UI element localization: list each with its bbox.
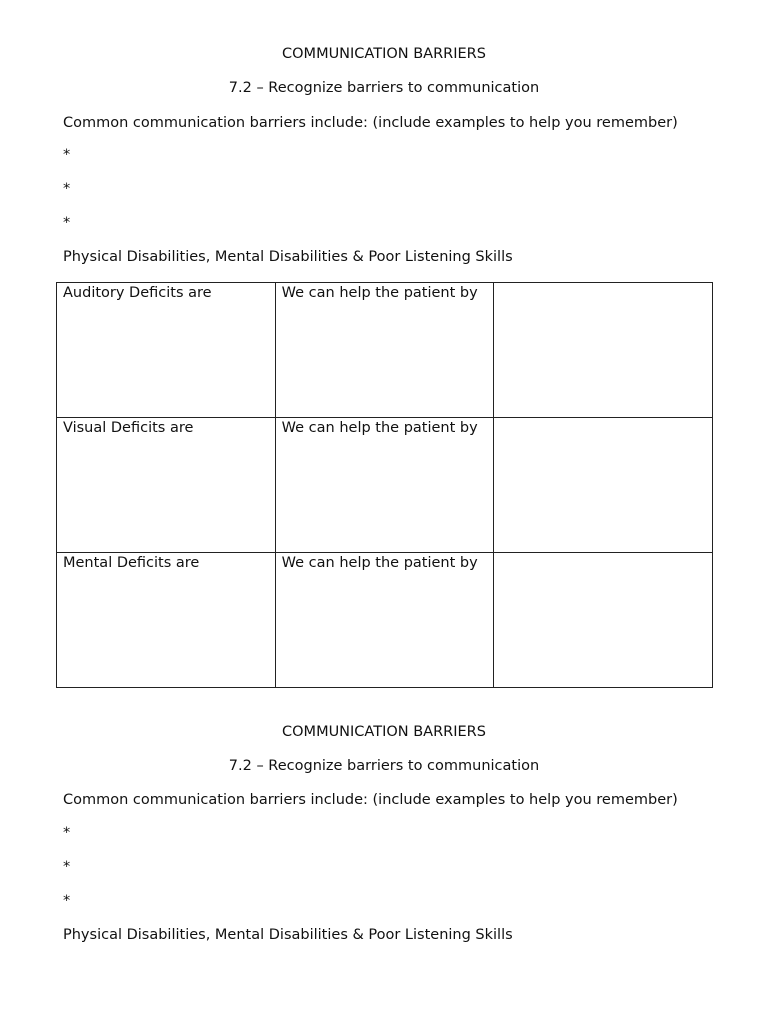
section-subtitle: 7.2 – Recognize barriers to communication — [228, 80, 540, 96]
help-label: We can help the patient by — [281, 285, 478, 301]
section-subtitle: 7.2 – Recognize barriers to communication — [228, 758, 540, 774]
deficit-cell — [57, 283, 276, 418]
deficit-label: Auditory Deficits are — [63, 285, 212, 301]
notes-text — [500, 283, 706, 284]
intro-text: Common communication barriers include: (include examples to help you remember) — [63, 792, 678, 808]
section-title: COMMUNICATION BARRIERS — [282, 724, 486, 740]
bullet-item: * — [63, 215, 71, 231]
help-label: We can help the patient by — [281, 420, 478, 436]
bullet-item: * — [63, 825, 71, 841]
notes-cell — [494, 553, 713, 688]
deficit-label: Visual Deficits are — [63, 420, 194, 436]
help-cell — [275, 283, 494, 418]
bullet-item: * — [63, 893, 71, 909]
table-row — [57, 553, 713, 688]
disabilities-heading: Physical Disabilities, Mental Disabilities & Poor Listening Skills — [63, 249, 513, 265]
section-title: COMMUNICATION BARRIERS — [282, 46, 486, 62]
deficit-cell — [57, 418, 276, 553]
notes-text — [500, 418, 706, 419]
deficit-cell — [57, 553, 276, 688]
help-label: We can help the patient by — [281, 555, 478, 571]
deficits-table — [56, 282, 713, 688]
bullet-item: * — [63, 147, 71, 163]
notes-cell — [494, 283, 713, 418]
notes-text — [500, 553, 706, 554]
bullet-item: * — [63, 181, 71, 197]
bullet-item: * — [63, 859, 71, 875]
table-row — [57, 418, 713, 553]
disabilities-heading: Physical Disabilities, Mental Disabilities & Poor Listening Skills — [63, 927, 513, 943]
notes-cell — [494, 418, 713, 553]
table-row — [57, 283, 713, 418]
help-cell — [275, 553, 494, 688]
help-cell — [275, 418, 494, 553]
deficit-label: Mental Deficits are — [63, 555, 200, 571]
intro-text: Common communication barriers include: (include examples to help you remember) — [63, 115, 678, 131]
